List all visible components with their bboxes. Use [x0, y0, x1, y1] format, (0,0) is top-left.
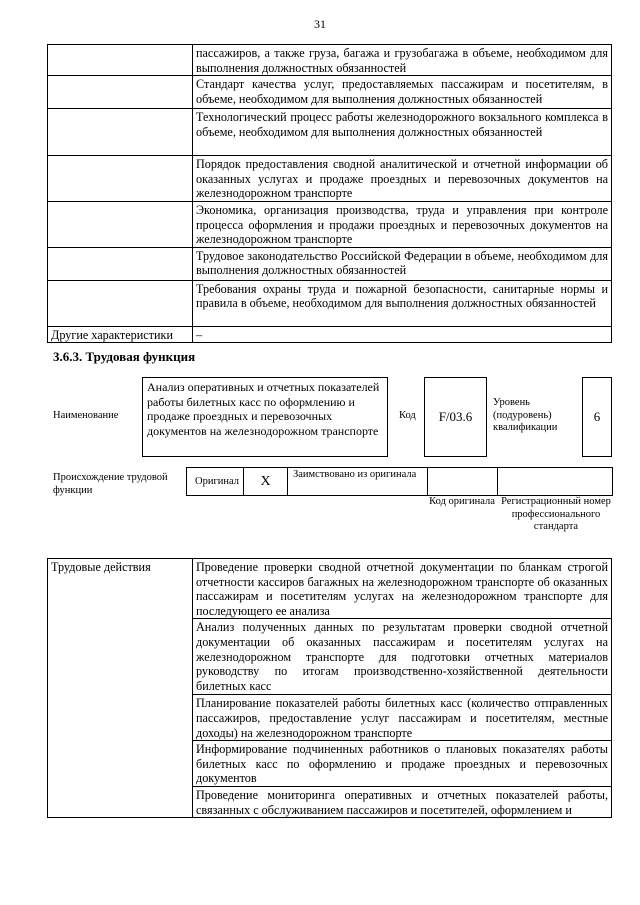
- knowledge-row: Трудовое законодательство Российской Федерации в объеме, необходимом для выполнения должностных обязанностей: [193, 247, 612, 280]
- action-row: Планирование показателей работы билетных касс (количество отправленных пассажиров, предоставление услуг пассажирам и посетителям, местные доходы) на железнодорожном транспорте: [193, 695, 612, 741]
- knowledge-row: пассажиров, а также груза, багажа и грузобагажа в объеме, необходимом для выполнения должностных обязанностей: [193, 45, 612, 76]
- actions-table: [47, 558, 612, 818]
- borrowed-label: Заимствовано из оригинала: [288, 468, 428, 496]
- original-label: Оригинал: [187, 468, 244, 496]
- code-box: [424, 377, 487, 457]
- origin-label: Происхождение трудовой функции: [53, 472, 168, 496]
- other-characteristics-value: –: [193, 326, 612, 343]
- origin-table: [186, 467, 613, 496]
- knowledge-row: Стандарт качества услуг, предоставляемых пассажирам и посетителям, в объеме, необходимом для выполнения должностных обязанностей: [193, 76, 612, 109]
- actions-label: Трудовые действия: [48, 559, 193, 818]
- level-value: 6: [593, 409, 601, 424]
- knowledge-row: Порядок предоставления сводной аналитической и отчетной информации об оказанных услугах и продаже проездных и перевозочных документов на железнодорожном транспорте: [193, 156, 612, 202]
- code-value: F/03.6: [438, 409, 473, 424]
- action-row: Проведение проверки сводной отчетной документации по бланкам строгой отчетности кассиров багажных на железнодорожном транспорте об оказанных пассажирам и посетителям услугах на железнодорожном транспорте для последующего ее анализа: [193, 559, 612, 619]
- knowledge-table: [47, 44, 612, 343]
- other-characteristics-label: Другие характеристики: [48, 326, 193, 343]
- code-original-cell: [428, 468, 498, 496]
- code-label: Код: [399, 410, 416, 421]
- knowledge-row: Технологический процесс работы железнодорожного вокзального комплекса в объеме, необходимом для выполнения должностных обязанностей: [193, 109, 612, 156]
- name-label: Наименование: [53, 410, 119, 421]
- label-cell-empty: [48, 280, 193, 326]
- level-label: Уровень (подуровень) квалификации: [493, 397, 558, 433]
- label-cell-empty: [48, 156, 193, 202]
- knowledge-row: Требования охраны труда и пожарной безопасности, санитарные нормы и правила в объеме, необходимом для выполнения должностных обязанностей: [193, 280, 612, 326]
- function-name-value: Анализ оперативных и отчетных показателей работы билетных касс по оформлению и продаже проездных и перевозочных документов на железнодорожном транспорте: [147, 380, 380, 438]
- reg-number-label: Регистрационный номер профессионального стандарта: [501, 496, 611, 532]
- knowledge-row: Экономика, организация производства, труда и управления при контроле процесса оформления и продажи проездных и перевозочных документов на железнодорожном транспорте: [193, 201, 612, 247]
- original-mark: X: [244, 468, 288, 496]
- label-cell-empty: [48, 45, 193, 76]
- action-row: Информирование подчиненных работников о плановых показателях работы билетных касс по оформлению и продаже проездных и перевозочных документов: [193, 741, 612, 787]
- code-original-label: Код оригинала: [429, 496, 495, 507]
- function-name-box: [142, 377, 388, 457]
- label-cell-empty: [48, 247, 193, 280]
- level-box: [582, 377, 612, 457]
- action-row: Проведение мониторинга оперативных и отчетных показателей работы, связанных с обслуживанием пассажиров и посетителей, оформлением и: [193, 787, 612, 818]
- section-heading: 3.6.3. Трудовая функция: [53, 349, 196, 364]
- label-cell-empty: [48, 109, 193, 156]
- label-cell-empty: [48, 76, 193, 109]
- reg-number-cell: [498, 468, 613, 496]
- label-cell-empty: [48, 201, 193, 247]
- page-number: 31: [314, 17, 326, 31]
- action-row: Анализ полученных данных по результатам проверки сводной отчетной документации об оказанных пассажирам и посетителям услугах на железнодорожном транспорте для подготовки отчетных материалов руководству по итогам производственно-хозяйственной деятельности билетных касс: [193, 619, 612, 695]
